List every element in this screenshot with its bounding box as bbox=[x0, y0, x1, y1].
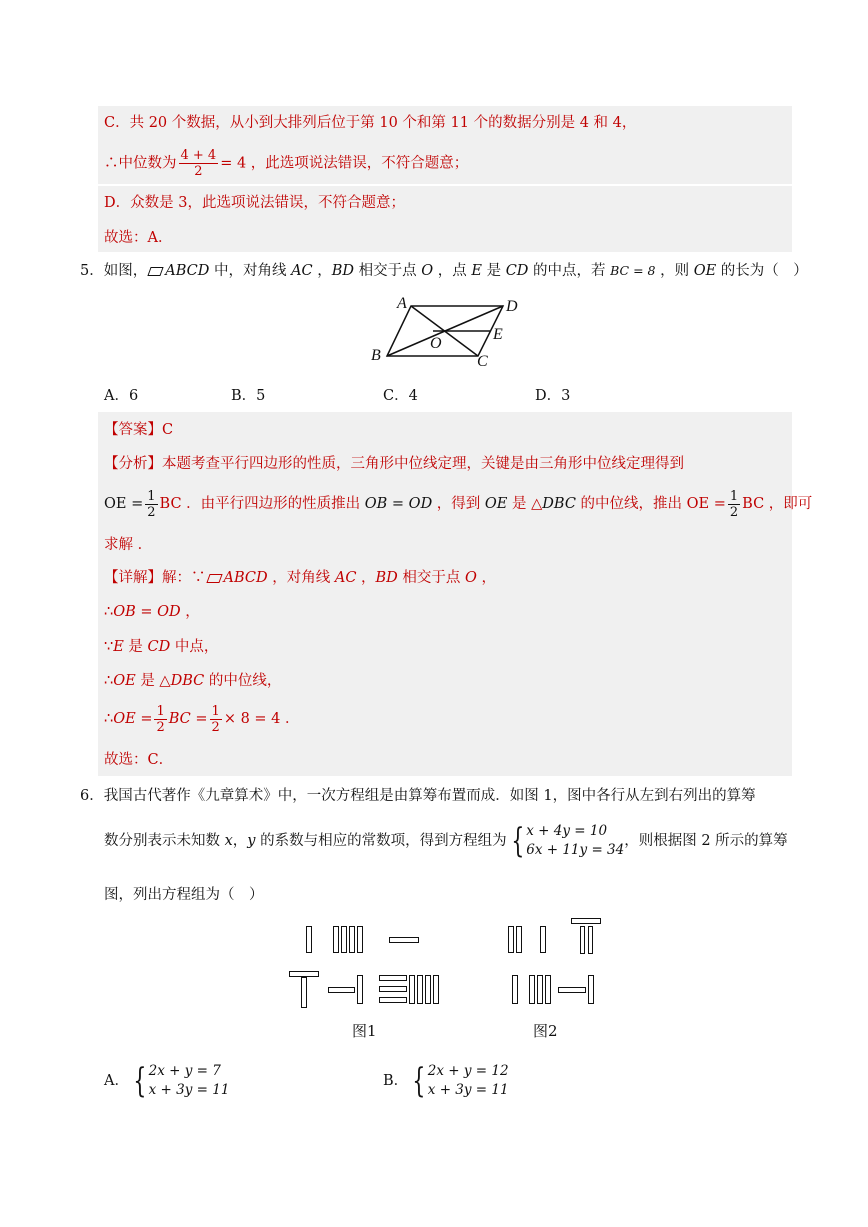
half-fraction: $\frac{1}{2}$ bbox=[147, 488, 156, 520]
detail-text: ∴ bbox=[104, 604, 114, 620]
analysis-text: 的中位线，推出 OE = bbox=[575, 496, 726, 512]
detail-text: 相交于点 bbox=[397, 570, 466, 586]
q6-text: 的系数与相应的常数项，得到方程组为 bbox=[255, 833, 507, 849]
prev-solution-d-line: D．众数是 3，此选项说法错误，不符合题意； bbox=[104, 195, 405, 211]
q5-text: ABCD bbox=[165, 263, 210, 279]
detail-text: BC = bbox=[168, 711, 208, 727]
detail-text: CD bbox=[147, 639, 171, 655]
q5-answer bbox=[104, 420, 173, 440]
fig1-caption: 图1 bbox=[352, 1022, 377, 1040]
q6-line-2 bbox=[104, 818, 788, 864]
q6-text: x bbox=[224, 833, 233, 849]
rod bbox=[433, 975, 439, 1004]
q5-option-c: C．4 bbox=[383, 388, 418, 404]
q5-text: 中，对角线 bbox=[209, 263, 292, 279]
rod bbox=[379, 986, 407, 992]
detail-text: ∴ bbox=[104, 711, 114, 727]
q5-analysis-1 bbox=[104, 454, 684, 474]
detail-text: OE = bbox=[113, 711, 153, 727]
rod bbox=[537, 975, 543, 1004]
q5-text: 相交于点 bbox=[354, 263, 422, 279]
analysis-text: BC ，即可 bbox=[742, 496, 813, 512]
q5-text: ，点 bbox=[433, 263, 472, 279]
parallelogram-icon bbox=[148, 267, 164, 276]
q5-option-d: D．3 bbox=[535, 388, 571, 404]
q6-text: 数分别表示未知数 bbox=[104, 833, 225, 849]
analysis-text: 是 △ bbox=[507, 496, 543, 512]
median-fraction: $\frac{4 + 4}{2}$ bbox=[180, 148, 217, 179]
analysis-text: ，得到 bbox=[432, 496, 485, 512]
detail-text: ，对角线 bbox=[267, 570, 335, 586]
q6-number: 6． bbox=[80, 788, 104, 804]
label-a: A bbox=[397, 295, 407, 312]
q6-option-a bbox=[104, 1060, 229, 1102]
rod bbox=[379, 975, 407, 981]
analysis-tag: 【分析】 bbox=[104, 456, 162, 472]
detail-text: O bbox=[465, 570, 477, 586]
q5-text: CD bbox=[505, 263, 529, 279]
q5-text: 的中点，若 bbox=[528, 263, 611, 279]
detail-text: 解：∵ bbox=[162, 570, 206, 586]
q6-text: y bbox=[247, 833, 256, 849]
detail-text: ∵ bbox=[104, 639, 114, 655]
label-c: C bbox=[477, 353, 488, 370]
q5-text: BD bbox=[331, 263, 355, 279]
answer-value: C bbox=[162, 422, 174, 438]
detail-text: AC bbox=[334, 570, 357, 586]
q6-text: ，则根据图 2 所示的算筹 bbox=[624, 833, 788, 849]
label-b: B bbox=[371, 347, 381, 364]
q5-text: O bbox=[421, 263, 434, 279]
rod bbox=[301, 977, 307, 1008]
rod bbox=[333, 926, 339, 953]
q5-text: 是 bbox=[481, 263, 506, 279]
detail-text: × 8 = 4 bbox=[223, 711, 281, 727]
q5-choose: 故选：C． bbox=[104, 752, 174, 768]
detail-text: 的中位线， bbox=[204, 673, 282, 689]
detail-text: ∴ bbox=[104, 673, 114, 689]
rod bbox=[516, 926, 522, 953]
rod bbox=[417, 975, 423, 1004]
rod bbox=[357, 926, 363, 953]
analysis-text: OE = bbox=[104, 496, 144, 512]
q5-detail-2 bbox=[104, 602, 200, 622]
equation-system: x + 4y = 10 6x + 11y = 34 bbox=[526, 823, 625, 858]
q5-text: ，则 bbox=[655, 263, 694, 279]
detail-text: DBC bbox=[170, 673, 205, 689]
q5-stem bbox=[80, 261, 808, 281]
detail-text: OE bbox=[113, 673, 136, 689]
q6-line-3: 图，列出方程组为（ ） bbox=[104, 887, 264, 903]
rod bbox=[349, 926, 355, 953]
detail-text: ， bbox=[180, 604, 200, 620]
q6-text: ， bbox=[232, 833, 248, 849]
q5-detail-1 bbox=[104, 568, 496, 588]
rod bbox=[425, 975, 431, 1004]
rod bbox=[379, 997, 407, 1003]
q5-detail-5 bbox=[104, 702, 300, 736]
system-brace: { bbox=[510, 821, 524, 861]
median-prefix: ∴中位数为 bbox=[104, 155, 177, 172]
label-e: E bbox=[493, 326, 503, 343]
detail-text: OB = OD bbox=[113, 604, 181, 620]
q5-option-b: B．5 bbox=[231, 388, 266, 404]
rod bbox=[512, 975, 518, 1004]
q5-text: ， bbox=[312, 263, 332, 279]
option-label: B． bbox=[383, 1073, 409, 1089]
prev-solution-c-line: C．共 20 个数据，从小到大排列后位于第 10 个和第 11 个的数据分别是 4 和 4， bbox=[104, 115, 637, 131]
rod bbox=[357, 975, 363, 1004]
detail-text: ， bbox=[476, 570, 497, 586]
rod bbox=[389, 937, 419, 943]
label-d: D bbox=[506, 298, 518, 315]
detail-tag: 【详解】 bbox=[104, 570, 162, 586]
q5-detail-3 bbox=[104, 637, 218, 657]
q6-option-b bbox=[383, 1060, 509, 1102]
q5-analysis-2 bbox=[104, 488, 812, 520]
q5-analysis-3: 求解 ． bbox=[104, 537, 153, 553]
rod bbox=[540, 926, 546, 953]
detail-text: ． bbox=[280, 711, 300, 727]
q5-text: 如图， bbox=[103, 263, 148, 279]
q5-detail-4 bbox=[104, 671, 281, 691]
half-fraction: $\frac{1}{2}$ bbox=[211, 703, 220, 735]
detail-text: 是 bbox=[123, 639, 148, 655]
rod bbox=[328, 987, 355, 993]
parallelogram-figure bbox=[365, 290, 535, 372]
median-suffix: = 4 ，此选项说法错误，不符合题意； bbox=[220, 155, 469, 172]
detail-text: ABCD bbox=[223, 570, 268, 586]
parallelogram-icon bbox=[206, 574, 222, 583]
rod bbox=[409, 975, 415, 1004]
half-fraction: $\frac{1}{2}$ bbox=[156, 703, 165, 735]
equation-system: 2x + y = 12 x + 3y = 11 bbox=[427, 1063, 509, 1098]
fig2-caption: 图2 bbox=[533, 1022, 558, 1040]
q6-line-1 bbox=[80, 786, 756, 806]
option-label: A． bbox=[104, 1073, 129, 1089]
system-brace: { bbox=[133, 1061, 147, 1101]
answer-tag: 【答案】 bbox=[104, 422, 162, 438]
analysis-text: BC ．由平行四边形的性质推出 bbox=[159, 496, 365, 512]
detail-text: 是 △ bbox=[135, 673, 171, 689]
analysis-text: 本题考查平行四边形的性质，三角形中位线定理，关键是由三角形中位线定理得到 bbox=[162, 456, 684, 472]
q6-text: 我国古代著作《九章算术》中，一次方程组是由算筹布置而成．如图 1，图中各行从左到右列出的算筹 bbox=[103, 788, 756, 804]
analysis-text: OB = OD bbox=[364, 496, 433, 512]
detail-text: 中点， bbox=[170, 639, 219, 655]
rod bbox=[588, 926, 593, 954]
detail-text: E bbox=[113, 639, 124, 655]
detail-text: BD bbox=[375, 570, 398, 586]
q5-text: 的长为（ ） bbox=[716, 263, 808, 279]
rod bbox=[306, 926, 312, 953]
half-fraction: $\frac{1}{2}$ bbox=[729, 488, 739, 520]
label-o: O bbox=[430, 335, 442, 352]
rod bbox=[529, 975, 535, 1004]
q5-option-a: A．6 bbox=[104, 388, 139, 404]
rod bbox=[341, 926, 347, 953]
rod bbox=[545, 975, 551, 1004]
q5-text: AC bbox=[291, 263, 313, 279]
rod bbox=[558, 987, 586, 993]
prev-solution-median-line bbox=[104, 148, 468, 179]
rod bbox=[580, 926, 585, 954]
detail-text: ， bbox=[356, 570, 376, 586]
q5-number: 5． bbox=[80, 263, 104, 279]
analysis-text: DBC bbox=[542, 496, 576, 512]
q5-text: E bbox=[471, 263, 482, 279]
analysis-text: OE bbox=[484, 496, 508, 512]
q5-text: BC = 8 bbox=[610, 263, 656, 278]
rod bbox=[571, 918, 601, 924]
equation-system: 2x + y = 7 x + 3y = 11 bbox=[148, 1063, 230, 1098]
rod bbox=[588, 975, 594, 1004]
prev-solution-choose: 故选：A． bbox=[104, 230, 173, 246]
rod bbox=[508, 926, 514, 953]
system-brace: { bbox=[412, 1061, 426, 1101]
q5-text: OE bbox=[693, 263, 717, 279]
